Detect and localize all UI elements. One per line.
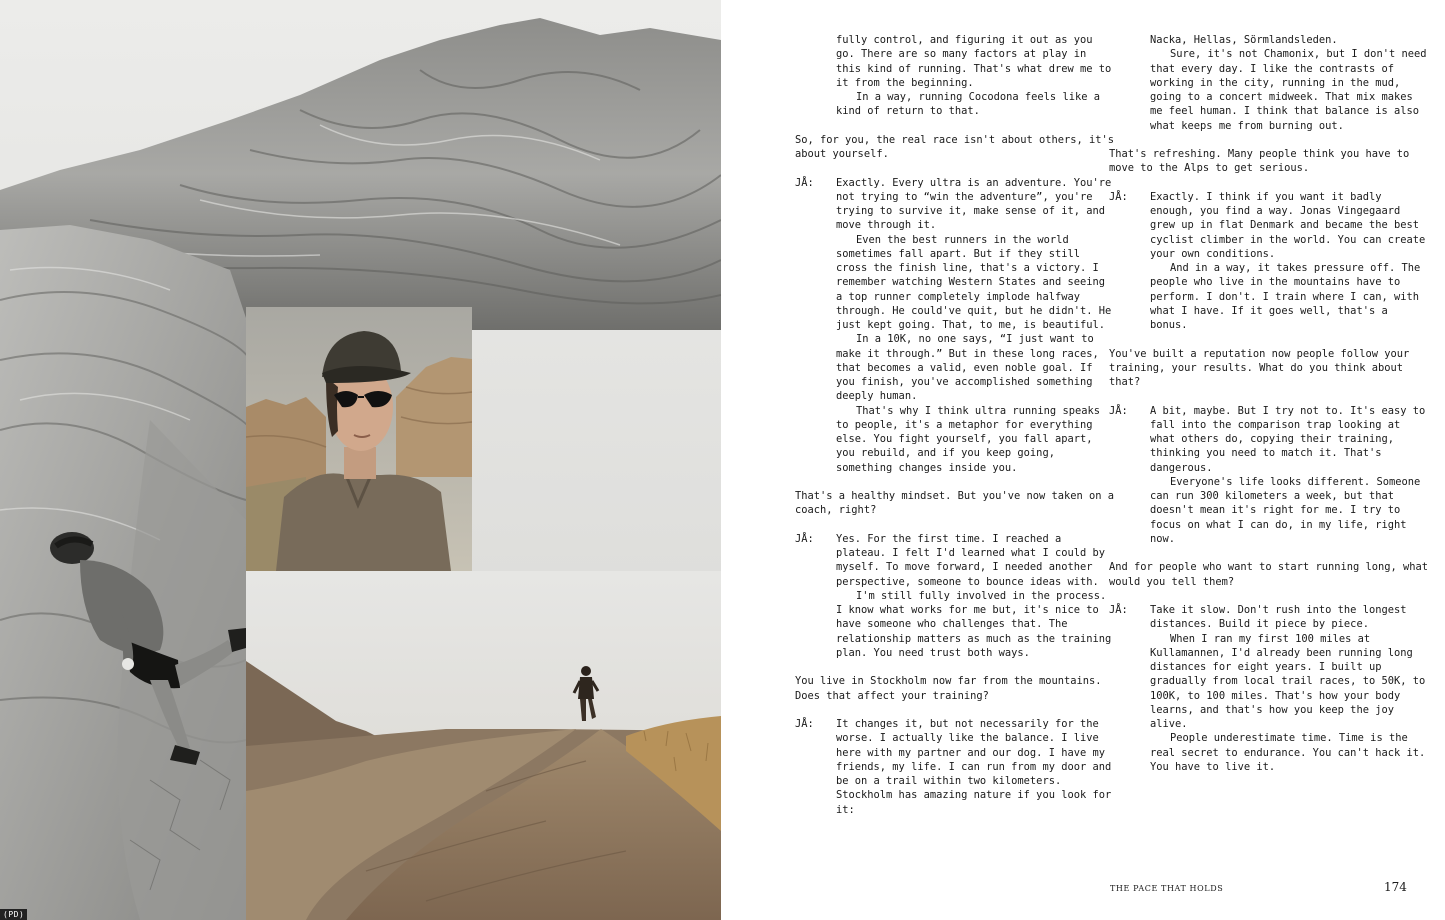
continued-answer (1109, 33, 1429, 133)
speaker-label: JÅ: (1109, 190, 1128, 203)
speaker-label: JÅ: (1109, 404, 1128, 417)
runner-portrait-photo (246, 307, 472, 571)
paragraph: Yes. For the first time. I reached a plateau. I felt I'd learned what I could by myself. To move forward, I needed another perspective, someone to bounce ideas with. (836, 532, 1105, 588)
paragraph: Take it slow. Don't rush into the longest distances. Build it piece by piece. (1150, 604, 1407, 631)
dirt-road-runner-photo (246, 571, 721, 920)
interview-question: You've built a reputation now people follow your training, your results. What do you think about that? (1109, 347, 1410, 388)
speaker-label: JÅ: (795, 532, 814, 545)
paragraph: That's why I think ultra running speaks to people, it's a metaphor for everything else. You fight yourself, you fall apart, you rebuild, and if you keep going, something changes inside you. (836, 404, 1100, 474)
speaker-label: JÅ: (795, 718, 814, 730)
continued-answer (795, 33, 1115, 119)
photo-page (0, 0, 721, 920)
paragraph: Everyone's life looks different. Someone can run 300 kilometers a week, but that doesn't mean it's right for me. I try to focus on what I can do, in my life, right now. (1150, 475, 1421, 545)
paragraph: In a 10K, no one says, “I just want to make it through.” But in these long races, that becomes a valid, even noble goal. If you finish, you've accomplished something deeply human. (836, 333, 1099, 403)
interview-answer (1109, 190, 1429, 333)
photo-credit: (PD) (0, 909, 27, 920)
interview-answer (795, 176, 1115, 475)
speaker-label: JÅ: (1109, 604, 1128, 616)
text-column-left (795, 33, 1115, 817)
text-column-right (1109, 33, 1429, 774)
speaker-label: JÅ: (795, 176, 814, 189)
paragraph: People underestimate time. Time is the real secret to endurance. You can't hack it. You have to live it. (1150, 732, 1426, 773)
paragraph: When I ran my first 100 miles at Kullamannen, I'd already been running long distances for eight years. I built up gradually from local trail races, to 50K, to 100K, to 100 miles. That's how your body learns, and that's how you keep the joy alive. (1150, 632, 1426, 730)
paragraph: Even the best runners in the world sometimes fall apart. But if they still cross the finish line, that's a victory. I remember watching Western States and seeing a top runner completely implode halfway through. He could've quit, but he didn't. He just kept going. That, to me, is beautiful. (836, 233, 1112, 331)
paragraph: fully control, and figuring it out as you go. There are so many factors at play in this kind of running. That's what drew me to it from the beginning. (836, 34, 1112, 89)
page-number: 174 (1384, 880, 1407, 894)
running-footer-title: THE PACE THAT HOLDS (1110, 884, 1224, 893)
paragraph: A bit, maybe. But I try not to. It's easy to fall into the comparison trap looking at what others do, copying their training, thinking you need to match it. That's dangerous. (1150, 404, 1426, 474)
interview-answer (1109, 404, 1429, 547)
interview-question: That's refreshing. Many people think you have to move to the Alps to get serious. (1109, 148, 1410, 175)
interview-answer (795, 532, 1115, 660)
interview-question: So, for you, the real race isn't about others, it's about yourself. (795, 133, 1115, 160)
paragraph: Sure, it's not Chamonix, but I don't need that every day. I like the contrasts of working in the city, running in the mud, going to a concert midweek. That mix makes me feel human. I think that balance is also what keeps me from burning out. (1150, 48, 1427, 132)
paragraph: Nacka, Hellas, Sörmlandsleden. (1150, 34, 1338, 46)
interview-question: You live in Stockholm now far from the mountains. Does that affect your training? (795, 675, 1102, 702)
interview-question: That's a healthy mindset. But you've now taken on a coach, right? (795, 490, 1115, 517)
paragraph: And in a way, it takes pressure off. The people who live in the mountains have to perform. I don't. I train where I can, with what I have. If it goes well, that's a bonus. (1150, 262, 1421, 331)
text-page (721, 0, 1445, 920)
interview-answer (795, 717, 1115, 817)
paragraph: Exactly. I think if you want it badly enough, you find a way. Jonas Vingegaard grew up in flat Denmark and became the best cyclist climber in the world. You can create your own conditions. (1150, 190, 1426, 260)
paragraph: In a way, running Cocodona feels like a kind of return to that. (836, 91, 1100, 118)
interview-answer (1109, 603, 1429, 774)
paragraph: I'm still fully involved in the process. I know what works for me but, it's nice to have someone who challenges that. The relationship matters as much as the training plan. You need trust both ways. (836, 589, 1112, 659)
paragraph: Exactly. Every ultra is an adventure. You're not trying to “win the adventure”, you're trying to survive it, make sense of it, and move through it. (836, 176, 1112, 232)
interview-question: And for people who want to start running long, what would you tell them? (1109, 561, 1429, 588)
paragraph: It changes it, but not necessarily for the worse. I actually like the balance. I live here with my partner and our dog. I have my friends, my life. I can run from my door and be on a trail within two kilometers. Stockholm has amazing nature if you look for it: (836, 718, 1112, 816)
